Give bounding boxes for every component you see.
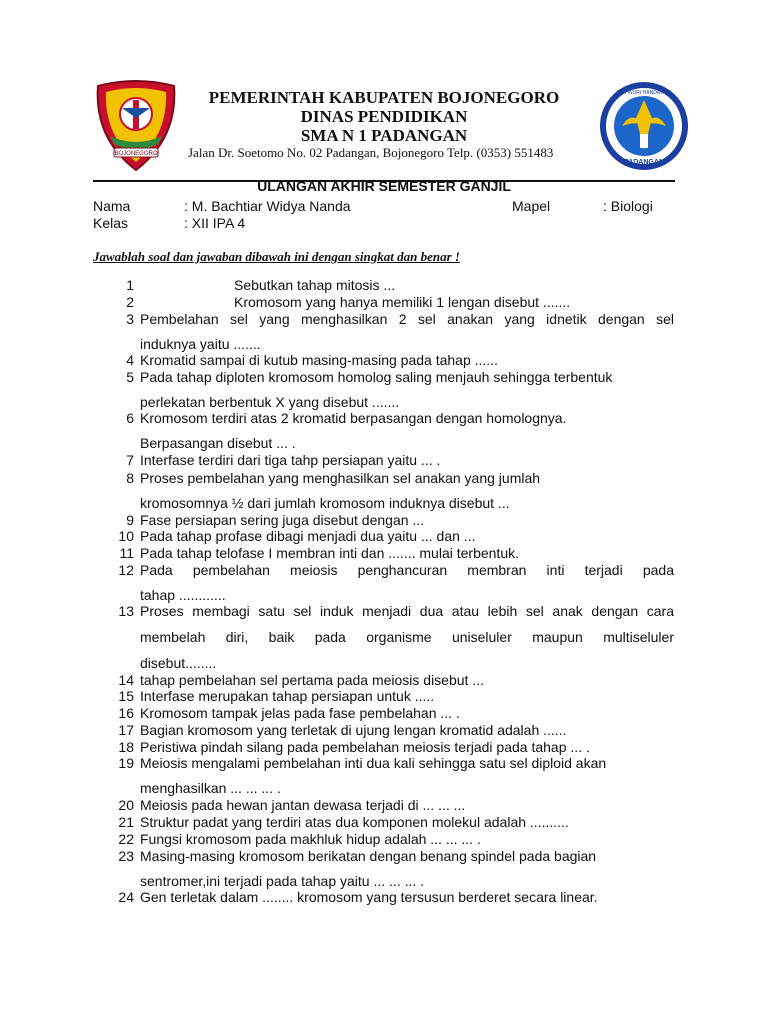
nama-value: : M. Bachtiar Widya Nanda [184, 198, 351, 214]
nama-label: Nama [93, 198, 131, 214]
logo-right-text-top: TUT WURI HANDAYANI [616, 90, 672, 96]
header-school: SMA N 1 PADANGAN [300, 126, 468, 145]
mapel-label: Mapel [512, 198, 551, 214]
header-address: Jalan Dr. Soetomo No. 02 Padangan, Bojonegoro Telp. (0353) 551483 [188, 145, 554, 160]
mapel-value: : Biologi [603, 198, 653, 214]
header-department: DINAS PENDIDIKAN [300, 107, 468, 126]
header-government: PEMERINTAH KABUPATEN BOJONEGORO [208, 88, 560, 107]
kelas-value: : XII IPA 4 [184, 215, 246, 231]
kelas-label: Kelas [93, 215, 129, 231]
logo-right-text-bottom: PADANGAN [624, 159, 664, 166]
exam-title: ULANGAN AKHIR SEMESTER GANJIL [257, 178, 511, 194]
logo-left-text: BOJONEGORO [114, 151, 158, 157]
instruction: Jawablah soal dan jawaban dibawah ini dengan singkat dan benar ! [93, 249, 460, 264]
